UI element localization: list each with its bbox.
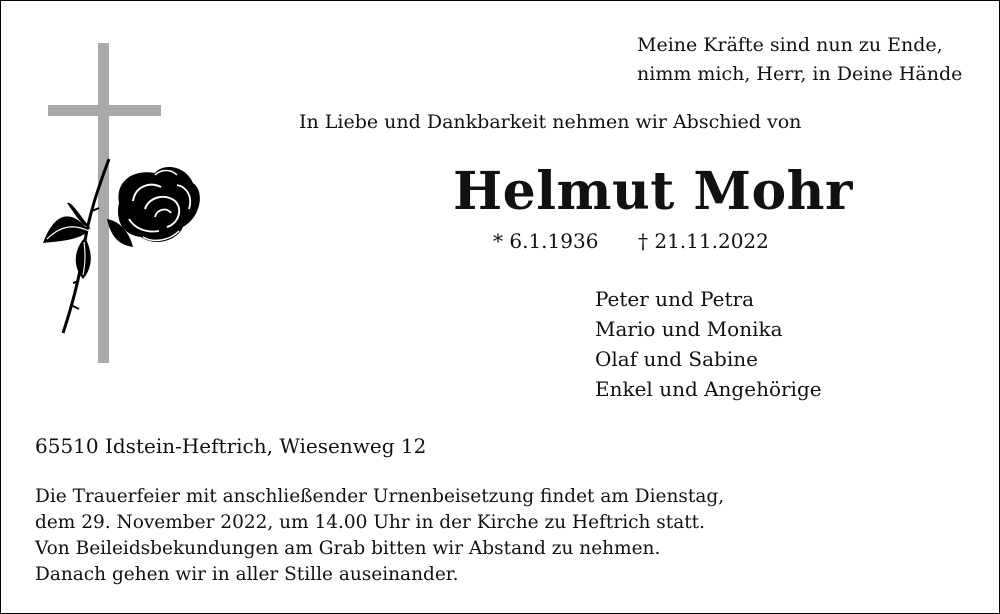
intro-text: In Liebe und Dankbarkeit nehmen wir Abschied von [299, 111, 802, 133]
cross-vertical-beam [98, 43, 109, 363]
funeral-notice [35, 484, 724, 588]
survivors-list [595, 284, 822, 404]
notice-line: dem 29. November 2022, um 14.00 Uhr in der Kirche zu Heftrich statt. [35, 512, 705, 533]
notice-line: Danach gehen wir in aller Stille auseinander. [35, 564, 459, 585]
rose-bloom [118, 167, 200, 242]
survivor-entry: Olaf und Sabine [595, 347, 758, 371]
verse [637, 31, 962, 89]
birth-date: * 6.1.1936 [493, 229, 599, 253]
notice-line: Von Beileidsbekundungen am Grab bitten wir Abstand zu nehmen. [35, 538, 661, 559]
address: 65510 Idstein-Heftrich, Wiesenweg 12 [35, 434, 427, 458]
survivor-entry: Peter und Petra [595, 287, 755, 311]
verse-line: Meine Kräfte sind nun zu Ende, [637, 34, 943, 56]
verse-line: nimm mich, Herr, in Deine Hände [637, 63, 963, 85]
cross-with-rose-icon [37, 41, 207, 371]
survivor-entry: Enkel und Angehörige [595, 377, 822, 401]
cross-horizontal-beam [48, 105, 161, 116]
deceased-name: Helmut Mohr [453, 161, 853, 222]
death-date: † 21.11.2022 [638, 229, 769, 253]
notice-line: Die Trauerfeier mit anschließender Urnenbeisetzung findet am Dienstag, [35, 486, 725, 507]
survivor-entry: Mario und Monika [595, 317, 783, 341]
